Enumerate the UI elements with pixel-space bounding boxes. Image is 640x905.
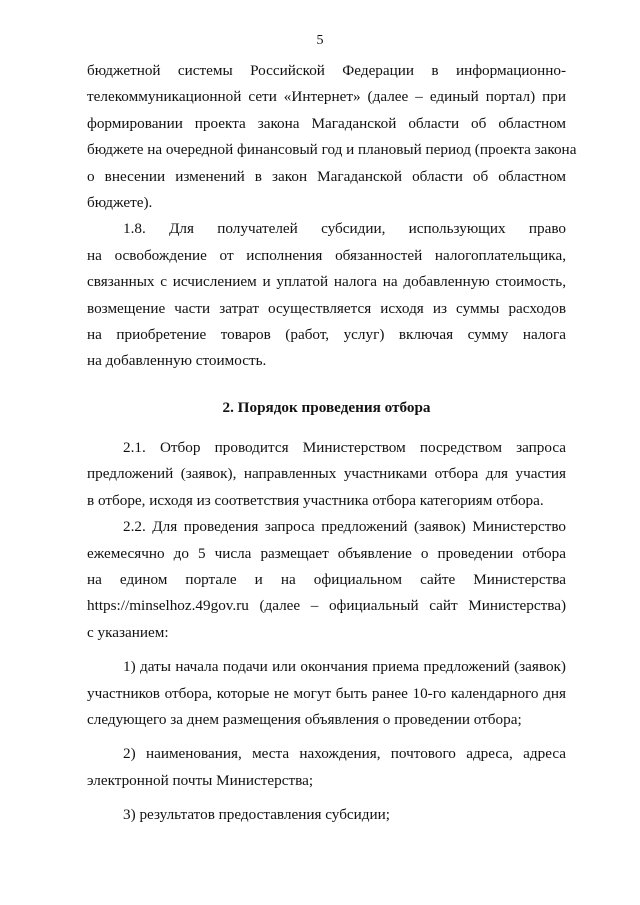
text-line: в отборе, исходя из соответствия участника отбора категориям отбора. [87,491,544,509]
page-number: 5 [316,33,324,48]
text-line: 2.1. Отбор проводится Министерством посредством запроса [123,439,566,457]
text-line: ежемесячно до 5 числа размещает объявление о проведении отбора [87,544,566,562]
text-line: участников отбора, которые не могут быть ранее 10-го календарного дня [87,684,566,702]
text-line: телекоммуникационной сети «Интернет» (далее – единый портал) при [87,88,566,106]
text-line: возмещение части затрат осуществляется исходя из суммы расходов [87,299,566,317]
text-line: 1) даты начала подачи или окончания приема предложений (заявок) [123,658,566,676]
section-heading: 2. Порядок проведения отбора [222,398,431,416]
text-line: 3) результатов предоставления субсидии; [123,806,390,824]
text-line: предложений (заявок), направленных участниками отбора для участия [87,465,566,483]
text-line: электронной почты Министерства; [87,771,314,789]
document-body [87,58,577,829]
text-line: на приобретение товаров (работ, услуг) включая сумму налога [87,325,566,343]
text-line: о внесении изменений в закон Магаданской области об областном [87,167,566,185]
text-line: 1.8. Для получателей субсидии, использующих право [123,220,566,238]
text-line: связанных с исчислением и уплатой налога на добавленную стоимость, [87,273,566,291]
text-line: https://minselhoz.49gov.ru (далее – официальный сайт Министерства) [87,597,566,615]
text-line: следующего за днем размещения объявления о проведении отбора; [87,710,522,728]
text-line: формировании проекта закона Магаданской области об областном [87,114,566,132]
text-line: бюджетной системы Российской Федерации в информационно- [87,62,566,79]
text-line: с указанием: [87,623,169,641]
text-line: на освобождение от исполнения обязанностей налогоплательщика, [87,246,566,264]
text-line: на добавленную стоимость. [87,352,267,370]
text-line: 2) наименования, места нахождения, почтового адреса, адреса [123,745,566,763]
text-line: 2.2. Для проведения запроса предложений (заявок) Министерство [123,518,566,536]
text-line: бюджете на очередной финансовый год и плановый период (проекта закона [87,141,577,159]
text-line: на едином портале и на официальном сайте Министерства [87,571,566,589]
text-line: бюджете). [87,193,153,211]
